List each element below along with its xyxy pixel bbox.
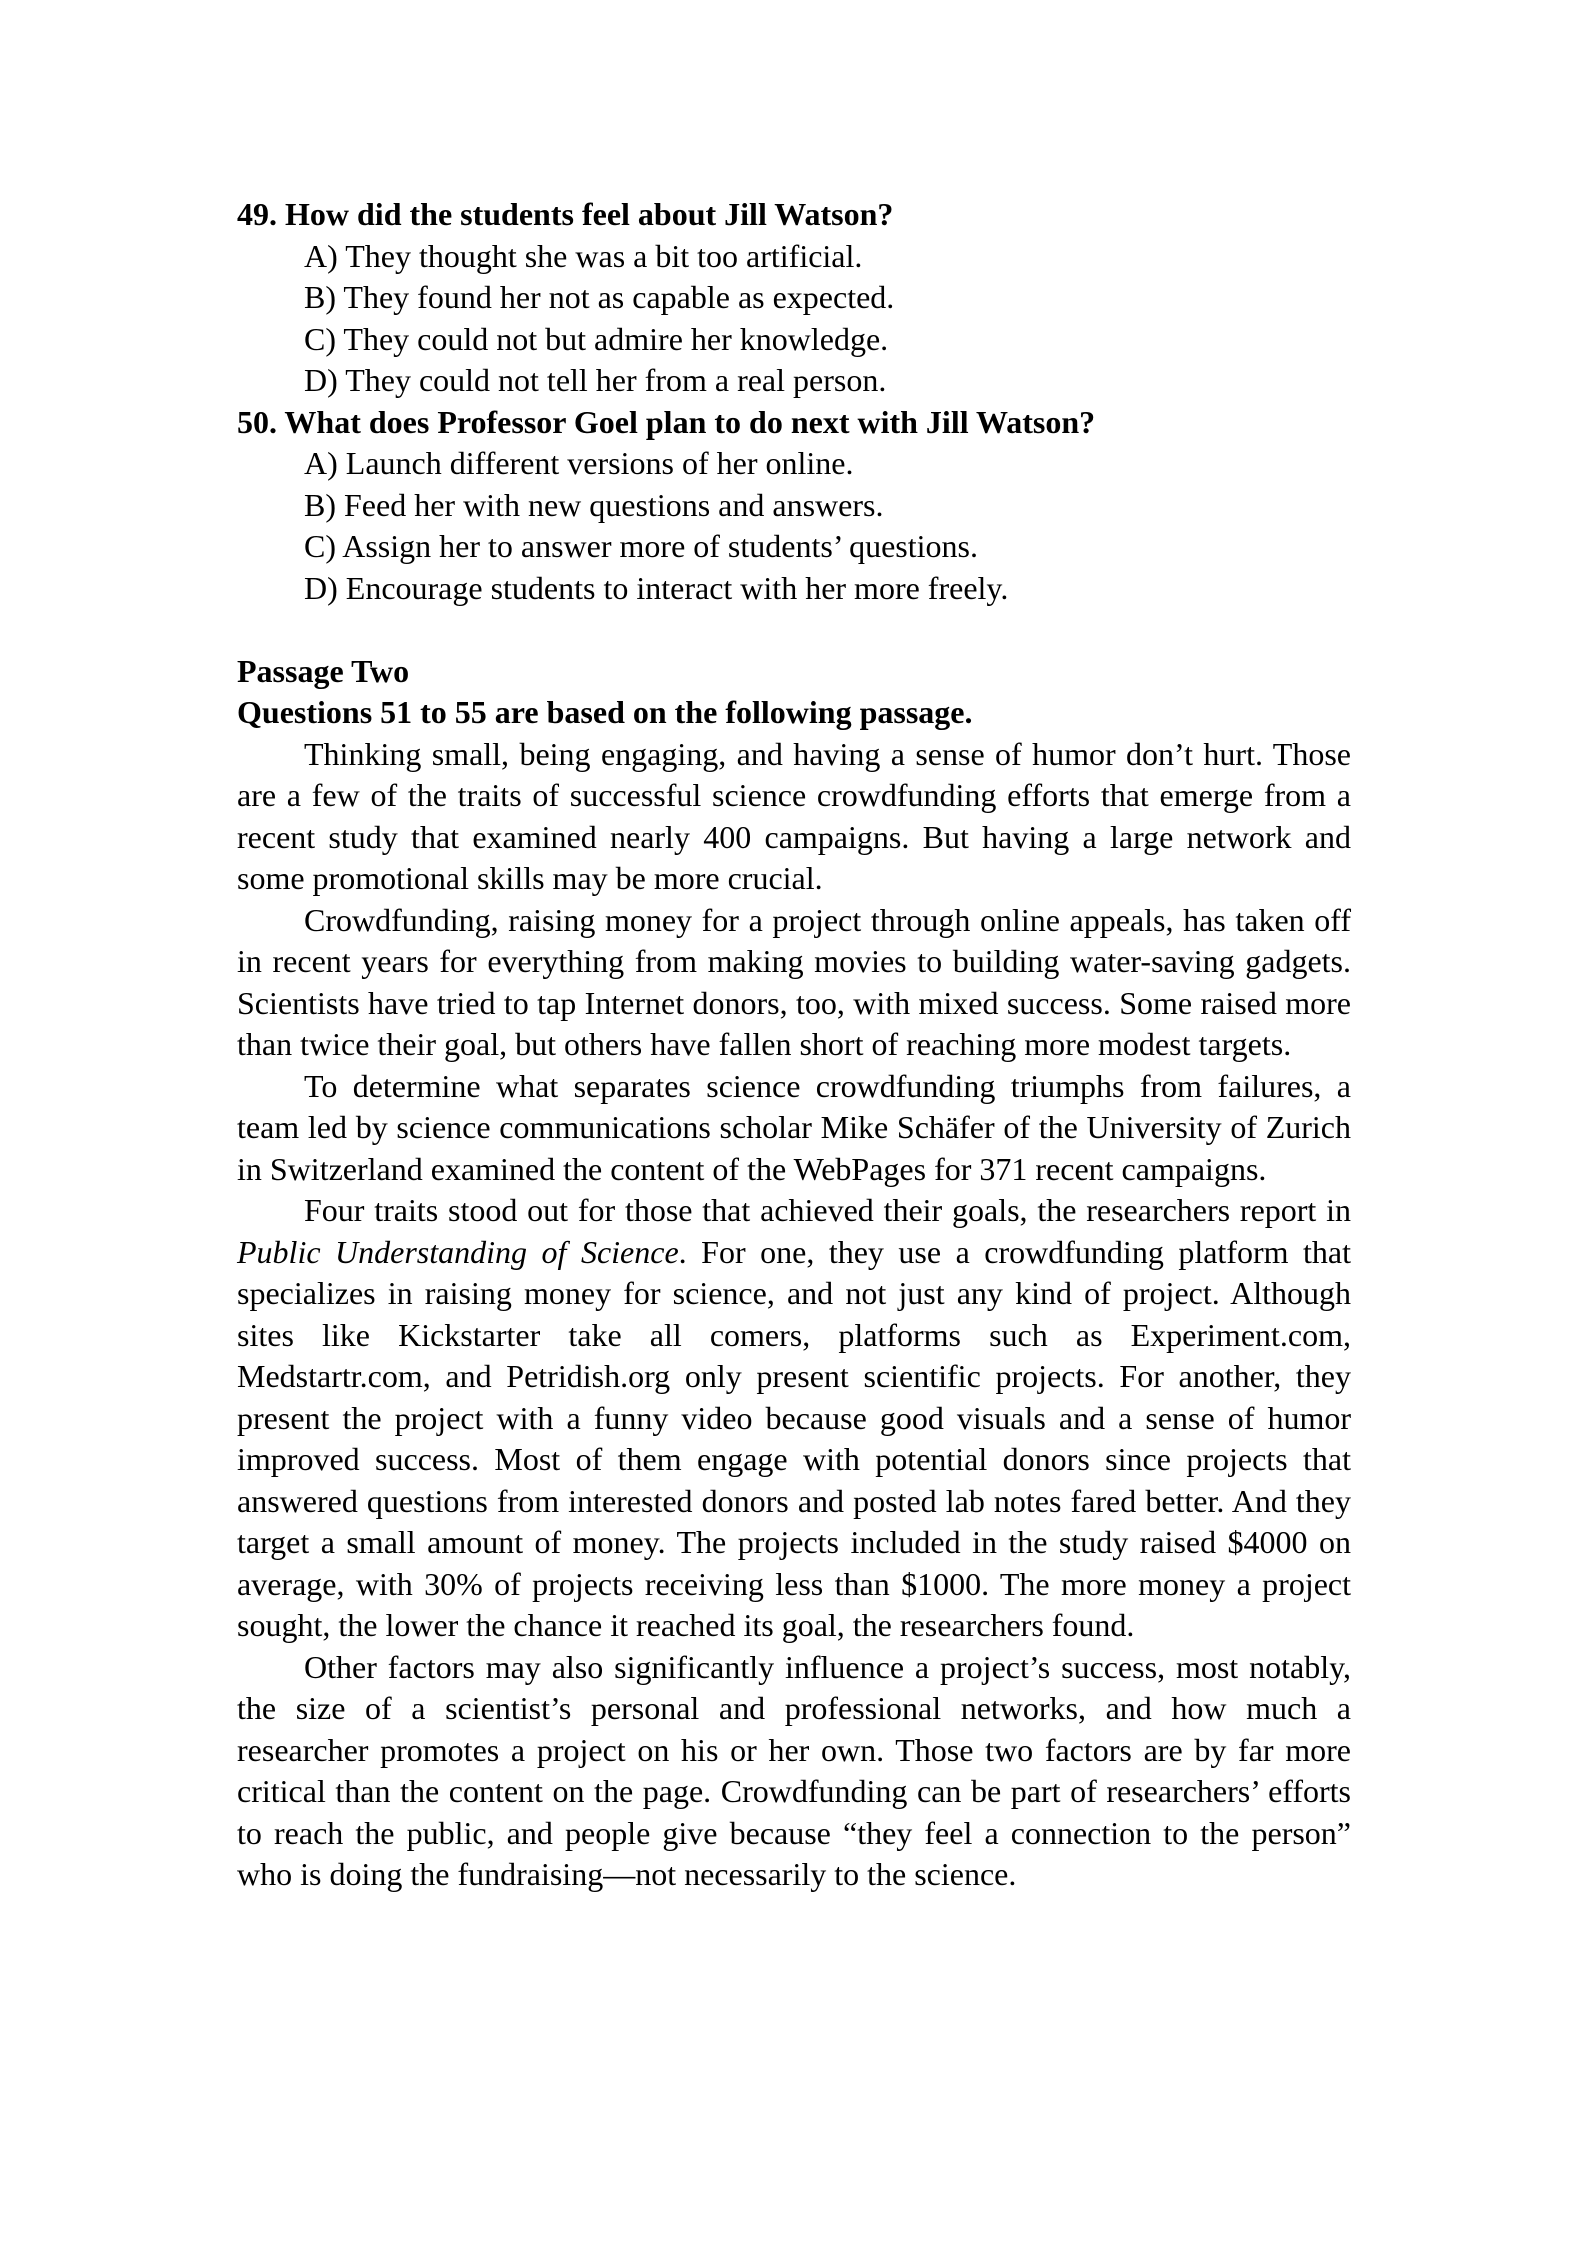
question-49-block <box>237 194 1351 402</box>
text-segment: Four traits stood out for those that achieved their goals, the researchers report in <box>304 1192 1351 1228</box>
italic-text-segment: Public Understanding of Science <box>237 1233 679 1270</box>
passage-paragraph-2 <box>237 900 1351 1066</box>
passage-paragraph-5 <box>237 1647 1351 1896</box>
passage-paragraph-3 <box>237 1066 1351 1191</box>
passage-paragraph-4 <box>237 1190 1351 1647</box>
question-49-option-d: D) They could not tell her from a real person. <box>304 362 887 398</box>
text-segment: Crowdfunding, raising money for a project through online appeals, has taken off in recent years for everything from making movies to building water-saving gadgets. Scientists have tried to tap Internet donors, too, with mixed success. Some raised more than twice their goal, but others have fallen short of reaching more modest targets. <box>237 901 1351 1062</box>
passage-two-title: Passage Two <box>237 652 410 689</box>
text-segment: Thinking small, being engaging, and having a sense of humor don’t hurt. Those are a few of the traits of successful science crowdfunding efforts that emerge from a recent study that examined nearly 400 campaigns. But having a large network and some promotional skills may be more crucial. <box>237 735 1351 896</box>
text-segment: . For one, they use a crowdfunding platform that specializes in raising money for science, and not just any kind of project. Although sites like Kickstarter take all comers, platforms such as Experiment.com, Medstartr.com, and Petridish.org only present scientific projects. For another, they present the project with a funny video because good visuals and a sense of humor improved success. Most of them engage with potential donors since projects that answered questions from interested donors and posted lab notes fared better. And they target a small amount of money. The projects included in the study raised $4000 on average, with 30% of projects receiving less than $1000. The more money a project sought, the lower the chance it reached its goal, the researchers found. <box>237 1233 1352 1643</box>
passage-instruction: Questions 51 to 55 are based on the following passage. <box>237 694 973 730</box>
passage-two-section <box>237 651 1351 1896</box>
question-49-option-b: B) They found her not as capable as expected. <box>304 279 895 315</box>
question-50-option-c: C) Assign her to answer more of students’ questions. <box>304 528 978 564</box>
question-49-heading: 49. How did the students feel about Jill Watson? <box>237 196 894 232</box>
question-50-heading: 50. What does Professor Goel plan to do next with Jill Watson? <box>237 403 1096 440</box>
question-49-option-a: A) They thought she was a bit too artificial. <box>304 237 863 274</box>
question-49-option-c: C) They could not but admire her knowledge. <box>304 320 889 357</box>
passage-paragraph-1 <box>237 734 1351 900</box>
question-50-block <box>237 402 1351 610</box>
text-segment: Other factors may also significantly influence a project’s success, most notably, the size of a scientist’s personal and professional networks, and how much a researcher promotes a project on his or her own. Those two factors are by far more critical than the content on the page. Crowdfunding can be part of researchers’ efforts to reach the public, and people give because “they feel a connection to the person” who is doing the fundraising—not necessarily to the science. <box>237 1648 1351 1892</box>
page-text-column <box>237 194 1351 1896</box>
question-50-option-b: B) Feed her with new questions and answers. <box>304 486 884 523</box>
text-segment: To determine what separates science crowdfunding triumphs from failures, a team led by science communications scholar Mike Schäfer of the University of Zurich in Switzerland examined the content of the WebPages for 371 recent campaigns. <box>237 1067 1351 1187</box>
question-50-option-d: D) Encourage students to interact with her more freely. <box>304 569 1009 606</box>
question-50-option-a: A) Launch different versions of her online. <box>304 445 854 481</box>
